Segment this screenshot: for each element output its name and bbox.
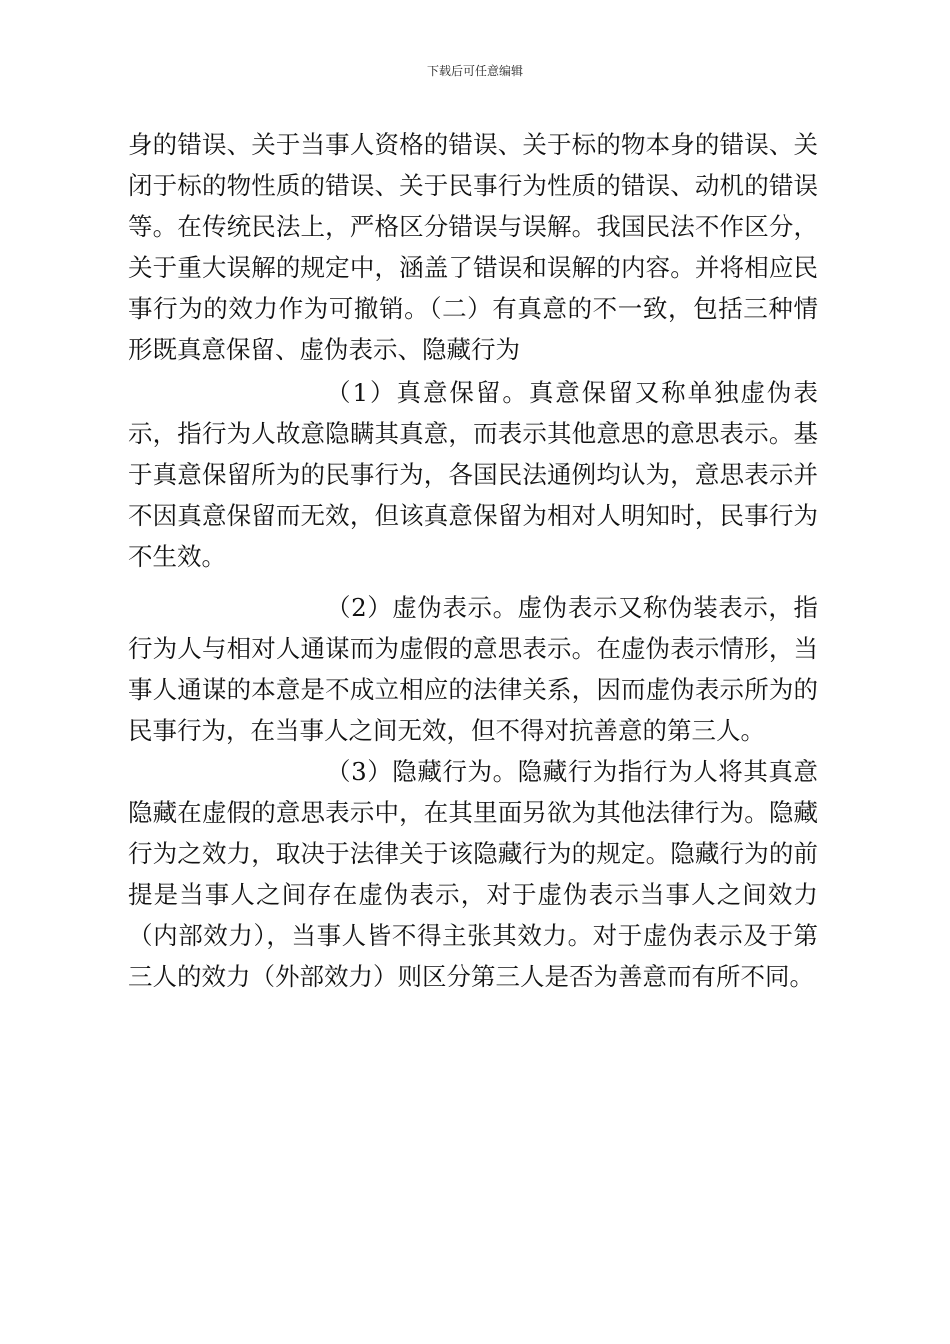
paragraph-true-intent-reservation: （1）真意保留。真意保留又称单独虚伪表示，指行为人故意隐瞒其真意，而表示其他意思的意思表示。基于真意保留所为的民事行为，各国民法通例均认为，意思表示并不因真意保留而无效，但该真意保留为相对人明知时，民事行为不生效。 (128, 378, 818, 571)
paragraph-concealed-act: （3）隐藏行为。隐藏行为指行为人将其真意隐藏在虚假的意思表示中，在其里面另欲为其他法律行为。隐藏行为之效力，取决于法律关于该隐藏行为的规定。隐藏行为的前提是当事人之间存在虚伪表示，对于虚伪表示当事人之间效力（内部效力），当事人皆不得主张其效力。对于虚伪表示及于第三人的效力（外部效力）则区分第三人是否为善意而有所不同。 (128, 757, 818, 991)
paragraph-error-types: 身的错误、关于当事人资格的错误、关于标的物本身的错误、关闭于标的物性质的错误、关于民事行为性质的错误、动机的错误等。在传统民法上，严格区分错误与误解。我国民法不作区分，关于重大误解的规定中，涵盖了错误和误解的内容。并将相应民事行为的效力作为可撤销。（二）有真意的不一致，包括三种情形既真意保留、虚伪表示、隐藏行为 (128, 130, 818, 364)
paragraph-false-representation: （2）虚伪表示。虚伪表示又称伪装表示，指行为人与相对人通谋而为虚假的意思表示。在虚伪表示情形，当事人通谋的本意是不成立相应的法律关系，因而虚伪表示所为的民事行为，在当事人之间无效，但不得对抗善意的第三人。 (128, 593, 818, 745)
document-body (128, 124, 818, 997)
page-header: 下载后可任意编辑 (426, 64, 523, 78)
